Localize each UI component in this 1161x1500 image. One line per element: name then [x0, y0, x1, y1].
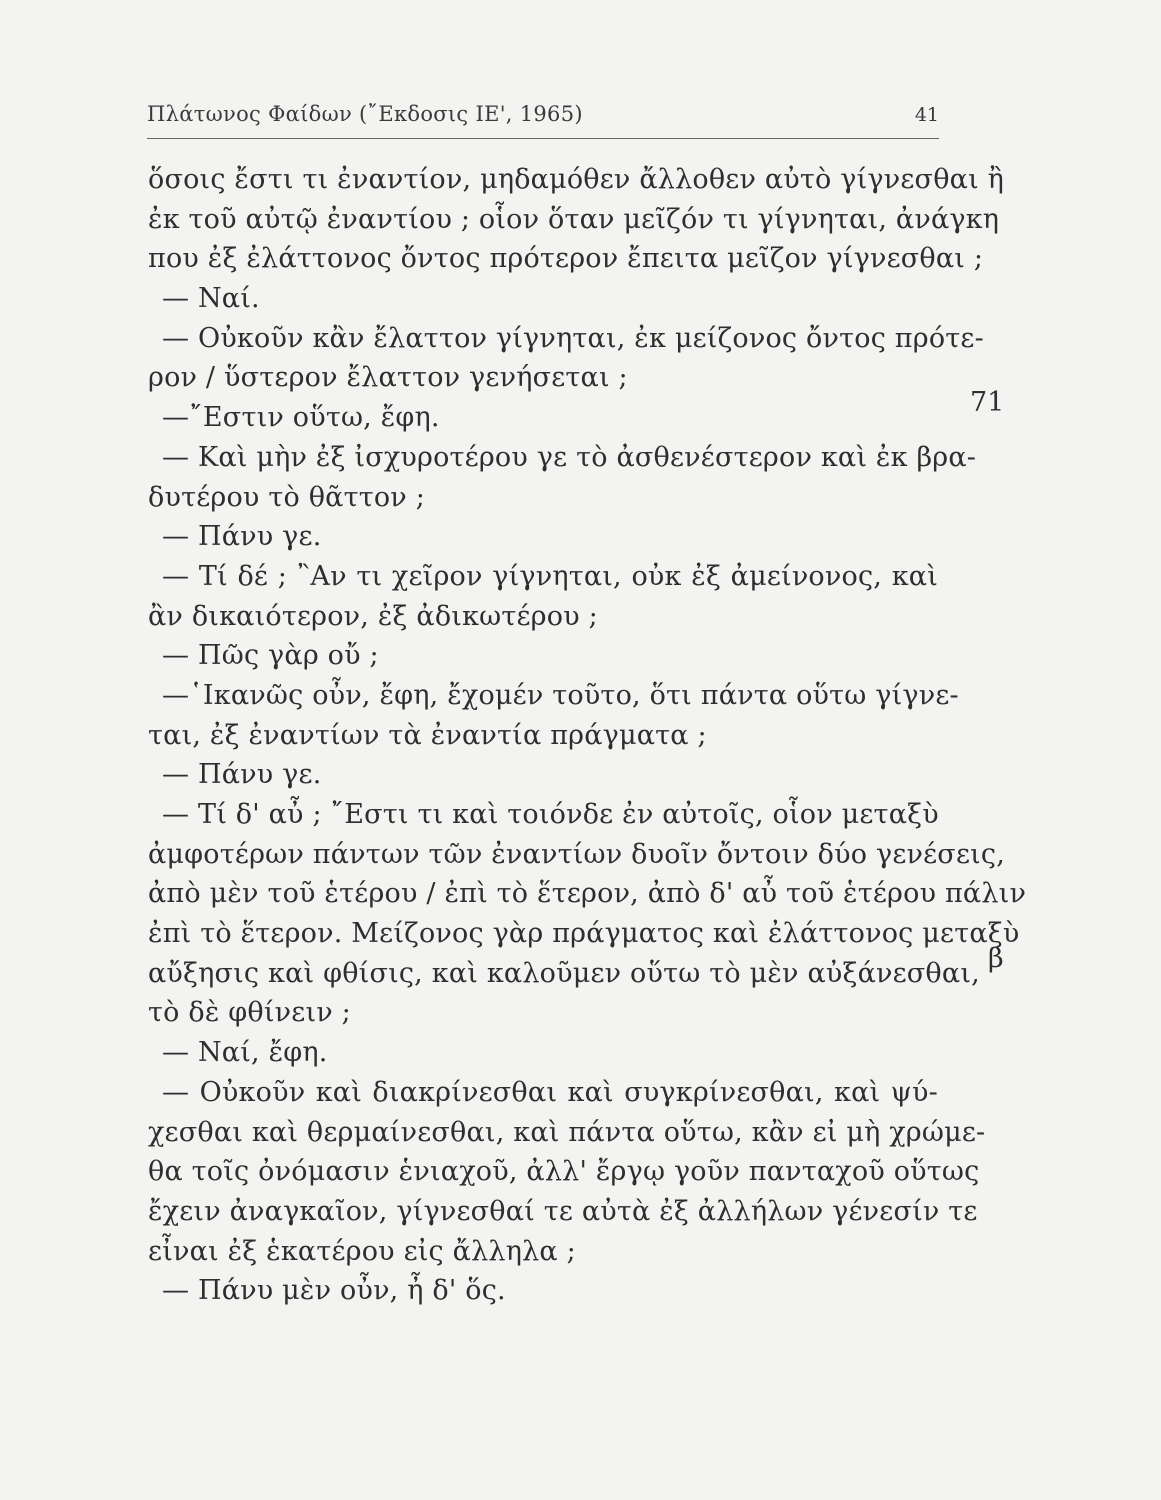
text-line: ἀπὸ μὲν τοῦ ἑτέρου / ἐπὶ τὸ ἕτερον, ἀπὸ δ' αὖ τοῦ ἑτέρου πάλιν — [148, 878, 1027, 910]
text-line: — Ναί. — [162, 283, 260, 315]
text-line: εἶναι ἐξ ἑκατέρου εἰς ἄλληλα ; — [148, 1235, 576, 1267]
text-line: — Καὶ μὴν ἐξ ἰσχυροτέρου γε τὸ ἀσθενέστερον καὶ ἐκ βρα- — [162, 441, 977, 473]
text-line: — Τί δ' αὖ ; ῎Εστι τι καὶ τοιόνδε ἐν αὐτοῖς, οἷον μεταξὺ — [162, 799, 939, 830]
running-header-title: Πλάτωνος Φαίδων (῎Εκδοσις ΙΕ', 1965) — [147, 102, 583, 126]
text-line: — Οὐκοῦν κἂν ἔλαττον γίγνηται, ἐκ μείζονος ὄντος πρότε- — [162, 322, 984, 354]
text-line: — Ναί, ἔφη. — [162, 1037, 328, 1069]
text-line: ρον / ὕστερον ἔλαττον γενήσεται ; — [148, 362, 628, 394]
text-line: ἐπὶ τὸ ἕτερον. Μείζονος γὰρ πράγματος καὶ ἐλάττονος μεταξὺ — [148, 918, 1020, 950]
text-line: ται, ἐξ ἐναντίων τὰ ἐναντία πράγματα ; — [148, 719, 707, 751]
text-line: δυτέρου τὸ θᾶττον ; — [148, 481, 426, 513]
text-line: ἔχειν ἀναγκαῖον, γίγνεσθαί τε αὐτὰ ἐξ ἀλλήλων γένεσίν τε — [148, 1195, 978, 1227]
text-line: χεσθαι καὶ θερμαίνεσθαι, καὶ πάντα οὕτω, κἂν εἰ μὴ χρώμε- — [148, 1116, 986, 1148]
header-rule — [147, 138, 939, 139]
text-line: — Οὐκοῦν καὶ διακρίνεσθαι καὶ συγκρίνεσθαι, καὶ ψύ- — [162, 1076, 938, 1108]
text-line: αὔξησις καὶ φθίσις, καὶ καλοῦμεν οὕτω τὸ μὲν αὐξάνεσθαι, — [148, 957, 980, 989]
text-line: που ἐξ ἐλάττονος ὄντος πρότερον ἔπειτα μεῖζον γίγνεσθαι ; — [148, 243, 984, 275]
text-line: ἂν δικαιότερον, ἐξ ἀδικωτέρου ; — [148, 600, 598, 632]
running-header — [147, 96, 939, 136]
text-line: θα τοῖς ὀνόμασιν ἑνιαχοῦ, ἀλλ' ἔργῳ γοῦν πανταχοῦ οὕτως — [148, 1156, 980, 1188]
text-line: —῾Ικανῶς οὖν, ἔφη, ἔχομέν τοῦτο, ὅτι πάντα οὕτω γίγνε- — [162, 679, 959, 711]
text-line: — Πάνυ μὲν οὖν, ἦ δ' ὅς. — [162, 1275, 506, 1307]
text-line: — Τί δέ ; ῍Αν τι χεῖρον γίγνηται, οὐκ ἐξ ἀμείνονος, καὶ — [162, 560, 938, 592]
text-line: ἀμφοτέρων πάντων τῶν ἐναντίων δυοῖν ὄντοιν δύο γενέσεις, — [148, 838, 1006, 870]
margin-stephanus-number: 71 — [970, 387, 1005, 418]
page-number: 41 — [914, 104, 939, 126]
text-line: —῎Εστιν οὕτω, ἔφη. — [162, 402, 440, 434]
margin-stephanus-letter: β — [988, 943, 1004, 974]
text-line: ἐκ τοῦ αὐτῷ ἐναντίου ; οἷον ὅταν μεῖζόν τι γίγνηται, ἀνάγκη — [148, 203, 1000, 235]
text-line: ὅσοις ἔστι τι ἐναντίον, μηδαμόθεν ἄλλοθεν αὐτὸ γίγνεσθαι ἢ — [148, 164, 1005, 195]
text-line: τὸ δὲ φθίνειν ; — [148, 997, 351, 1029]
text-line: — Πῶς γὰρ οὔ ; — [162, 640, 379, 672]
text-line: — Πάνυ γε. — [162, 759, 322, 791]
text-line: — Πάνυ γε. — [162, 521, 322, 553]
